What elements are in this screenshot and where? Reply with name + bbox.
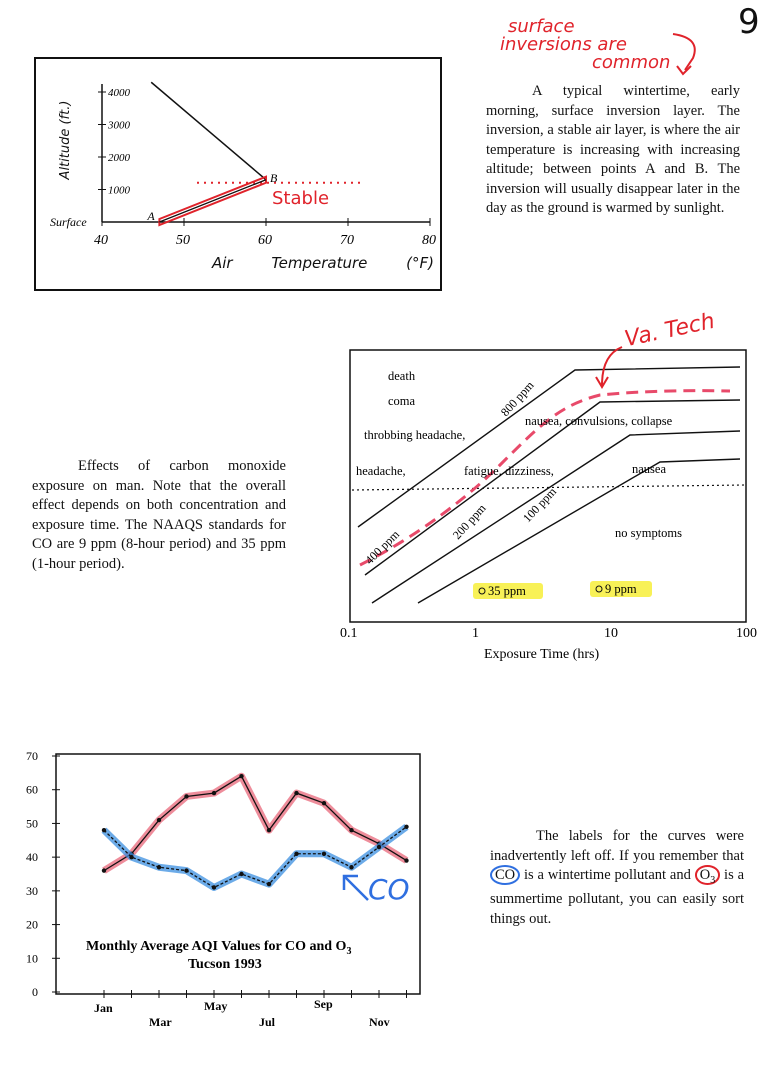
co-paragraph: [32, 457, 286, 574]
inversion-note-line-2: inversions are: [500, 34, 627, 55]
aqi-x-tick-label: Nov: [369, 1015, 390, 1029]
co-region-label: no symptoms: [615, 526, 683, 540]
aqi-point: [239, 774, 243, 778]
aqi-point: [157, 818, 161, 822]
co-region-label: nausea, convulsions, collapse: [525, 414, 673, 428]
aqi-y-tick-label: 30: [26, 883, 38, 898]
inversion-paragraph-text: A typical wintertime, early morning, surface inversion layer. The inversion, a stable air layer, is where the air temperature is increasing with increasing altitude; between points A and B. The inversion will usually disappear later in the day as the ground is warmed by sunlight.: [486, 83, 740, 216]
aqi-point: [212, 791, 216, 795]
aqi-title-line2: Tucson 1993: [188, 957, 262, 972]
aqi-y-tick-label: 20: [26, 917, 38, 932]
inv-point-B: B: [270, 170, 278, 185]
co-boundary-curve: [372, 431, 740, 603]
aqi-x-tick-label: May: [204, 999, 228, 1013]
aqi-point: [267, 828, 271, 832]
aqi-point: [267, 882, 271, 886]
aqi-point: [184, 794, 188, 798]
aqi-x-tick-label: Jul: [259, 1015, 276, 1029]
co-region-label: headache,: [356, 464, 406, 478]
co-x-tick-label: 1: [472, 626, 479, 641]
aqi-x-tick-label: Mar: [149, 1015, 172, 1029]
aqi-point: [239, 872, 243, 876]
co-curve-label: 200 ppm: [449, 501, 489, 543]
co-x-axis-label: Exposure Time (hrs): [484, 647, 600, 662]
co-curve-label: 800 ppm: [497, 378, 537, 420]
aqi-x-tick-label: Sep: [314, 997, 333, 1011]
co-curve-label: 400 ppm: [362, 527, 403, 568]
co-region-label: fatigue, dizziness,: [464, 464, 554, 478]
inv-y-tick-label: 3000: [108, 119, 130, 132]
inversion-xlabel: Air Temperature (°F): [212, 254, 435, 272]
co-highlight-label: 35 ppm: [488, 584, 526, 598]
aqi-point: [404, 825, 408, 829]
co-region-label: nausea: [632, 462, 667, 476]
aqi-point: [129, 855, 133, 859]
co-x-tick-label: 0.1: [340, 626, 358, 641]
aqi-title-subscript: 3: [346, 946, 352, 957]
co-arrow-icon: [338, 868, 372, 908]
aqi-point: [102, 828, 106, 832]
inv-x-tick-label: 40: [94, 233, 108, 248]
co-region-label: throbbing headache,: [364, 428, 466, 442]
aqi-point: [322, 852, 326, 856]
stable-label: Stable: [272, 188, 330, 209]
aqi-y-tick-label: 70: [26, 749, 38, 763]
aqi-text-3: is a summertime pollutant, you can easily sort things out.: [490, 867, 745, 927]
aqi-point: [349, 828, 353, 832]
inv-x-tick-label: 60: [258, 233, 272, 248]
co-paragraph-text: Effects of carbon monoxide exposure on man. Note that the overall effect depends on both concentration and exposure time. The NAAQS standards for CO are 9 ppm (8-hour period) and 35 ppm (1-hour period).: [32, 458, 286, 572]
inv-upper-profile: [151, 82, 266, 180]
o3-circled: [695, 865, 720, 885]
co-circled: CO: [490, 865, 520, 885]
aqi-y-tick-label: 40: [26, 850, 38, 865]
aqi-point: [404, 858, 408, 862]
co-x-tick-label: 10: [604, 626, 618, 641]
aqi-point: [102, 868, 106, 872]
aqi-point: [294, 791, 298, 795]
inversion-paragraph: [486, 82, 740, 219]
aqi-paragraph: [490, 827, 744, 929]
aqi-y-tick-label: 0: [32, 985, 38, 999]
co-x-tick-label: 100: [736, 626, 757, 641]
inversion-note-line-1: surface: [508, 16, 575, 37]
aqi-text-1: The labels for the curves were inadvertently left off. If you remember that: [490, 828, 744, 864]
inv-y-tick-label: 2000: [108, 152, 130, 164]
aqi-text-2: is a wintertime pollutant and: [524, 867, 691, 883]
inv-x-tick-label: 80: [422, 233, 436, 248]
aqi-point: [212, 885, 216, 889]
aqi-point: [184, 868, 188, 872]
co-region-label: death: [388, 369, 416, 383]
aqi-x-tick-label: Jan: [94, 1001, 113, 1015]
inv-y-tick-label: Surface: [50, 215, 87, 229]
aqi-point: [322, 801, 326, 805]
page-number: 9: [738, 2, 760, 42]
aqi-point: [157, 865, 161, 869]
aqi-y-tick-label: 50: [26, 816, 38, 831]
inversion-ylabel: Altitude (ft.): [58, 100, 73, 180]
aqi-y-tick-label: 60: [26, 782, 38, 797]
co-chart: [340, 345, 770, 670]
vatech-annotation: Va. Tech: [622, 308, 718, 353]
inv-lower-profile: [159, 180, 266, 222]
o3-subscript: 3: [710, 874, 716, 886]
inversion-note: [500, 18, 670, 72]
co-annotation: CO: [368, 873, 410, 906]
vatech-arrow-icon: [602, 347, 622, 385]
inv-y-tick-label: 4000: [108, 87, 130, 99]
aqi-point: [294, 852, 298, 856]
inv-x-tick-label: 50: [176, 233, 190, 248]
aqi-title-line1: Monthly Average AQI Values for CO and $O_3$: [86, 939, 352, 957]
inv-x-tick-label: 70: [340, 233, 354, 248]
co-highlight-label: 9 ppm: [605, 582, 637, 596]
o3-letter: O: [699, 867, 711, 883]
co-curve-label: 100 ppm: [519, 484, 560, 526]
inv-y-tick-label: 1000: [108, 184, 130, 197]
aqi-y-tick-label: 10: [26, 951, 38, 966]
inversion-note-line-3: common: [592, 52, 671, 73]
inv-point-A: A: [147, 209, 155, 223]
note-arrow-icon: [665, 30, 705, 80]
aqi-point: [377, 845, 381, 849]
co-region-label: coma: [388, 394, 416, 408]
